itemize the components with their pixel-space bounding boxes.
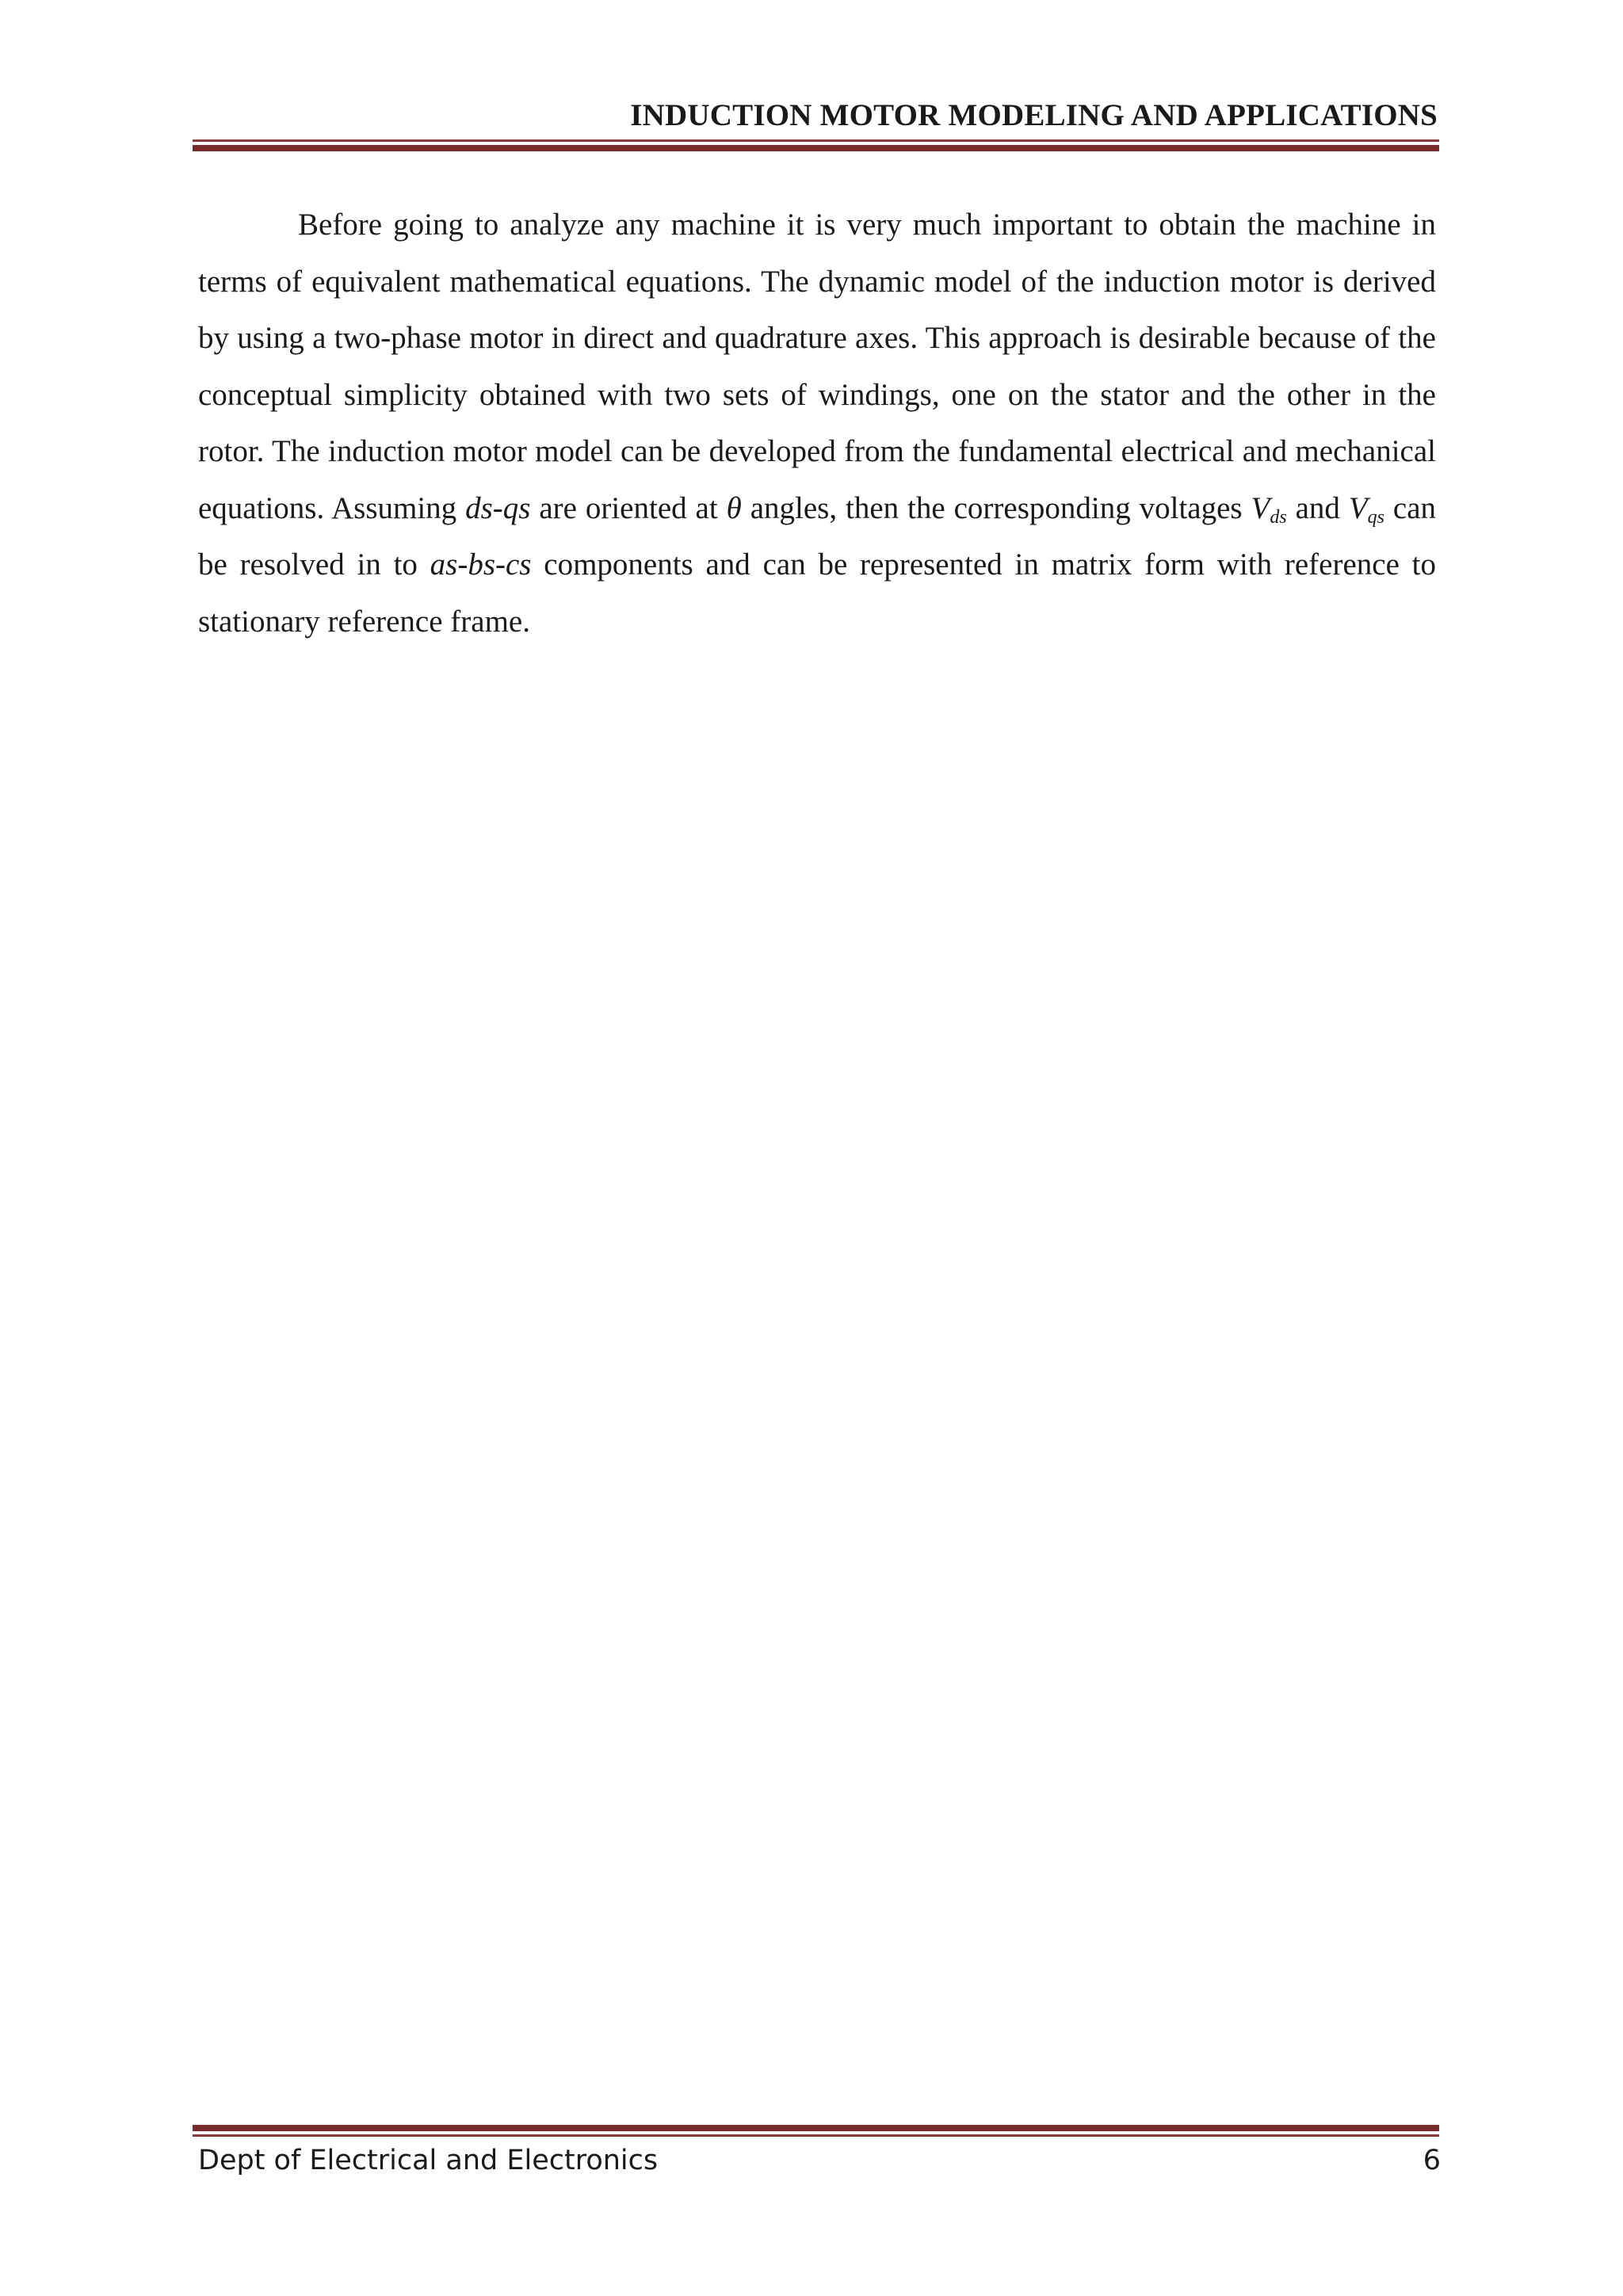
page-number: 6 [1423,2145,1441,2176]
as-bs-cs-term: as-bs-cs [430,547,532,582]
header-rule [193,139,1439,151]
body-paragraph [198,196,1436,650]
vds-symbol: $V_{ds}$ [1251,490,1287,528]
paragraph-text: and [1286,490,1349,525]
footer-rule [193,2125,1439,2137]
paragraph-text: are oriented at [530,490,727,525]
paragraph-text: components and can be represented in matrix form with reference to stationary reference frame. [198,547,1436,639]
paragraph-text: Before going to analyze any machine it is very much important to obtain the machine in terms of equivalent mathematical equations. The dynamic model of the induction motor is derived by using a two-phase motor in direct and quadrature axes. This approach is desirable because of the conceptual simplicity obtained with two sets of windings, one on the stator and the other in the rotor. The induction motor model can be developed from the fundamental electrical and mechanical equations. Assuming [198,208,1436,525]
paragraph-text: angles, then the corresponding voltages [741,490,1251,525]
paragraph-text: can be resolved in to [198,490,1437,582]
footer-department: Dept of Electrical and Electronics [198,2145,659,2176]
running-header-title: INDUCTION MOTOR MODELING AND APPLICATIONS [630,98,1438,132]
vqs-symbol: $V_{qs}$ [1348,490,1384,528]
theta-symbol: θ [726,490,742,525]
ds-qs-term: ds-qs [465,490,531,525]
